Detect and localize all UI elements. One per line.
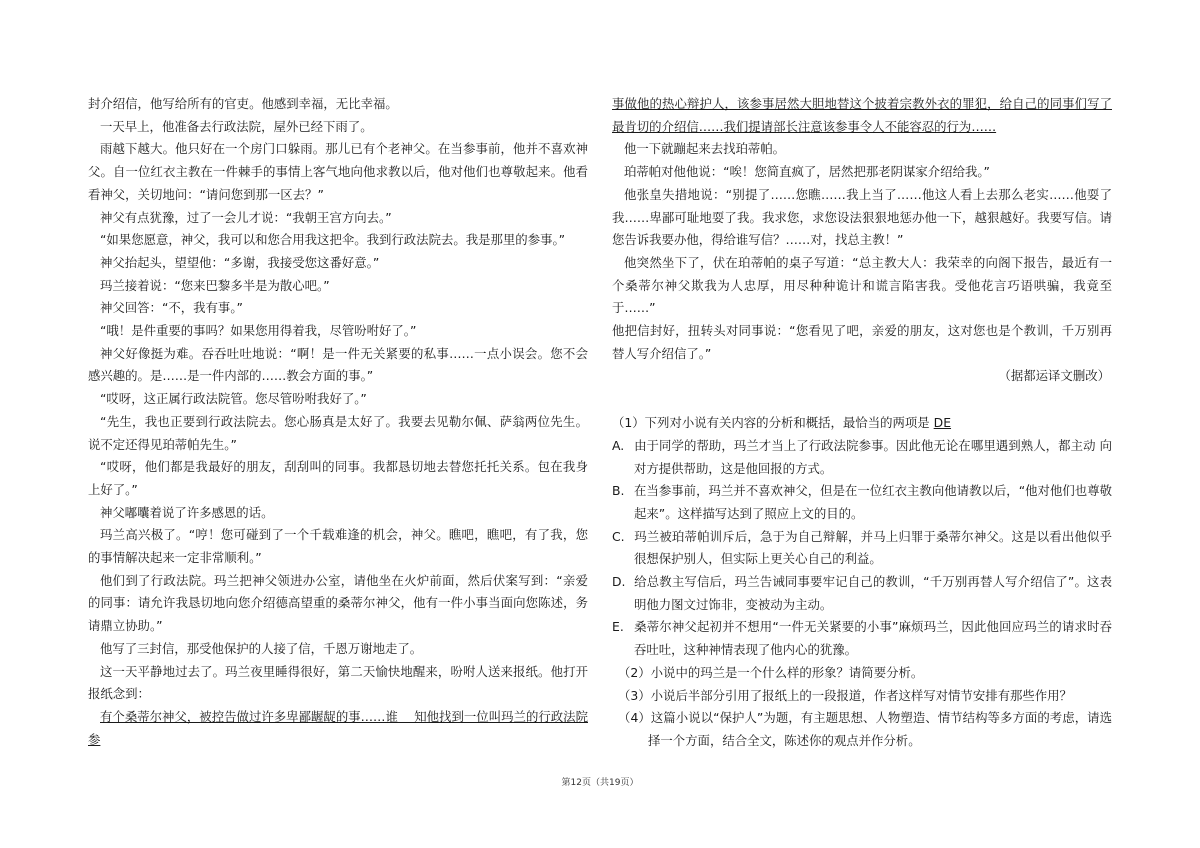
story-paragraph: 一天早上，他准备去行政法院，屋外已经下雨了。 — [100, 118, 373, 134]
option-b — [612, 480, 1112, 525]
option-d — [612, 571, 1112, 616]
answer-options — [612, 435, 1112, 662]
story-paragraph: 他突然坐下了，伏在珀蒂帕的桌子写道：“总主教大人：我荣幸的向阁下报告，最近有一个桑蒂尔神父欺我为人忠厚，用尽种种诡计和谎言陷害我。受他花言巧语哄骗，我竟至于……” — [612, 254, 1112, 316]
news-excerpt-continued: 事做他的热心辩护人，该参事居然大胆地替这个披着宗教外衣的罪犯，给自己的同事们写了最肯切的介绍信……我们提请部长注意该参事令人不能容忍的行为…… — [612, 96, 1112, 134]
story-paragraph: “哎呀，这正属行政法院管。您尽管吩咐我好了。” — [100, 391, 367, 407]
story-paragraph: 他张皇失措地说：“别提了……您瞧……我上当了……他这人看上去那么老实……他耍了我……卑鄙可耻地耍了我。我求您，求您设法狠狠地惩办他一下，越狠越好。我要写信。请您告诉我要办他，得给谁写信？……对，找总主教！” — [612, 186, 1112, 248]
right-column — [612, 93, 1112, 753]
story-paragraph: 神父回答：“不，我有事。” — [100, 300, 243, 316]
story-paragraph: 他把信封好，扭转头对同事说：“您看见了吧，亲爱的朋友，这对您也是个教训，千万别再替人写介绍信了。” — [612, 323, 1112, 361]
follow-up-questions — [612, 662, 1112, 753]
question-3: （3）小说后半部分引用了报纸上的一段报道，作者这样写对情节安排有那些作用？ — [618, 687, 1072, 703]
story-paragraph: “如果您愿意，神父，我可以和您合用我这把伞。我到行政法院去。我是那里的参事。” — [100, 232, 566, 248]
story-paragraph: 神父抬起头，望望他：“多谢，我接受您这番好意。” — [100, 254, 380, 270]
story-paragraph: 珀蒂帕对他他说：“唉！您简直疯了，居然把那老阴谋家介绍给我。” — [624, 164, 990, 180]
question-2: （2）小说中的玛兰是一个什么样的形象？请简要分析。 — [618, 664, 924, 680]
story-paragraph: 神父嘟囔着说了许多感恩的话。 — [100, 504, 274, 520]
option-c — [612, 526, 1112, 571]
question-1 — [612, 412, 1112, 435]
option-text: 在当参事前，玛兰并不喜欢神父，但是在一位红衣主教向他请教以后，“他对他们也尊敬起来”。这样描写达到了照应上文的目的。 — [634, 483, 1112, 521]
question-1-text: （1）下列对小说有关内容的分析和概括，最恰当的两项是 — [612, 415, 930, 431]
right-paragraphs — [612, 138, 1112, 365]
news-excerpt: 有个桑蒂尔神父，被控告做过许多卑鄙龌龊的事……谁 知他找到一位叫玛兰的行政法院参 — [88, 708, 588, 747]
option-text: 玛兰被珀蒂帕训斥后，急于为自己辩解，并马上归罪于桑蒂尔神父。这是以看出他似乎很想保护别人，但实际上更关心自己的利益。 — [634, 528, 1112, 567]
option-e — [612, 616, 1112, 661]
source-credit: （据都运译文删改） — [998, 368, 1110, 384]
story-paragraph: “哦！是件重要的事吗？如果您用得着我，尽管吩咐好了。” — [100, 323, 417, 339]
story-paragraph: 神父有点犹豫，过了一会儿才说：“我朝王宫方向去。” — [100, 209, 392, 225]
story-paragraph: 玛兰接着说：“您来巴黎多半是为散心吧。” — [100, 277, 330, 293]
story-paragraph: 玛兰高兴极了。“哼！您可碰到了一个千载难逢的机会，神父。瞧吧，瞧吧，有了我，您的事情解决起来一定非常顺利。” — [88, 527, 588, 566]
story-paragraph: 雨越下越大。他只好在一个房门口躲雨。那儿已有个老神父。在当参事前，他并不喜欢神父。自一位红衣主教在一件棘手的事情上客气地向他求教以后，他对他们也尊敬起来。他看看神父，关切地问：“请问您到那一区去？” — [88, 141, 588, 202]
story-paragraph: 他写了三封信，那受他保护的人接了信，千恩万谢地走了。 — [100, 640, 423, 656]
story-paragraph: 他们到了行政法院。玛兰把神父领进办公室，请他坐在火炉前面，然后伏案写到：“亲爱的同事：请允许我恳切地向您介绍德高望重的桑蒂尔神父，他有一件小事当面向您陈述，务请鼎立协助。” — [88, 572, 588, 634]
option-label: B. — [612, 483, 625, 499]
option-text: 给总教主写信后，玛兰告诫同事要牢记自己的教训，“千万别再替人写介绍信了”。这表明他力图文过饰非，变被动为主动。 — [634, 574, 1112, 612]
story-paragraph: 他一下就蹦起来去找珀蒂帕。 — [624, 141, 786, 157]
option-text: 桑蒂尔神父起初并不想用“一件无关紧要的小事”麻烦玛兰，因此他回应玛兰的请求时吞吞吐吐，这种神情表现了他内心的犹豫。 — [634, 619, 1112, 658]
story-paragraph: 封介绍信，他写给所有的官吏。他感到幸福，无比幸福。 — [88, 96, 398, 111]
option-label: A. — [612, 437, 625, 453]
story-paragraph: “先生，我也正要到行政法院去。您心肠真是太好了。我要去见勒尔佩、萨翁两位先生。说不定还得见珀蒂帕先生。” — [88, 413, 588, 452]
story-paragraph: 这一天平静地过去了。玛兰夜里睡得很好，第二天愉快地醒来，吩咐人送来报纸。他打开报纸念到： — [88, 663, 588, 702]
question-4: （4）这篇小说以“保护人”为题，有主题思想、人物塑造、情节结构等多方面的考虑，请选择一个方面，结合全文，陈述你的观点并作分析。 — [618, 710, 1112, 748]
left-column — [88, 93, 588, 751]
option-label: E. — [612, 619, 624, 635]
option-label: D. — [612, 574, 626, 590]
option-a — [612, 435, 1112, 480]
option-text: 由于同学的帮助，玛兰才当上了行政法院参事。因此他无论在哪里遇到熟人，都主动 向对方提供帮助，这是他回报的方式。 — [634, 437, 1112, 476]
option-label: C. — [612, 528, 625, 544]
story-paragraph: 神父好像挺为难。吞吞吐吐地说：“啊！是一件无关紧要的私事……一点小误会。您不会感兴趣的。是……是一件内部的……教会方面的事。” — [88, 345, 588, 384]
page-footer: 第12页（共19页） — [561, 778, 639, 788]
story-paragraph: “哎呀，他们都是我最好的朋友，刮刮叫的同事。我都恳切地去替您托托关系。包在我身上好了。” — [88, 459, 588, 497]
question-1-answer: DE — [933, 415, 952, 431]
